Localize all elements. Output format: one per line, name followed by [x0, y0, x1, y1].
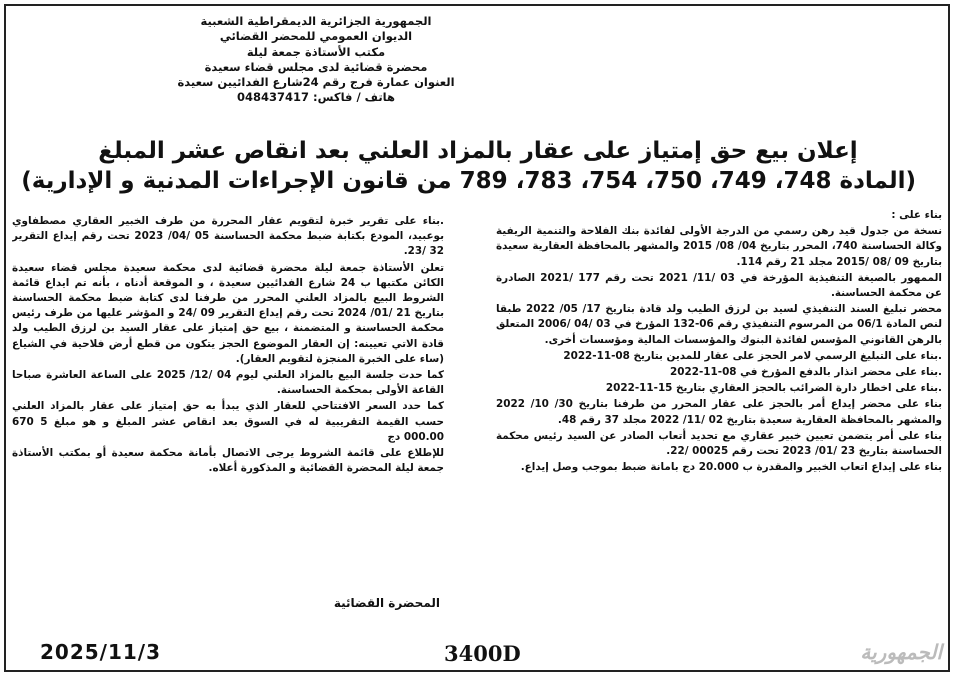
paragraph: نسخة من جدول قيد رهن رسمي من الدرجة الأولى لفائدة بنك الفلاحة والتنمية الريفية وكالة الحساسنة 740، المحرر بتاريخ 04/ 08/ 2015 والمشهر بالمحافظة العقارية سعيدة بتاريخ 09 /08 /2015 مجلد 21 رقم 114.	[496, 225, 942, 268]
left-column	[12, 214, 444, 626]
paragraph: بناء على إيداع اتعاب الخبير والمقدرة ب 20.000 دج بامانة ضبط بموجب وصل إيداع.	[520, 461, 942, 474]
paragraph: كما حدد السعر الافتتاحي للعقار الذي يبدأ به حق إمتياز على عقار بالمزاد العلني حسب القيمة التقريبية له في السوق بعد انقاص عشر المبلغ و هو مبلغ 5 670 000.00 دج	[12, 400, 444, 443]
header-line: الديوان العمومي للمحضر القضائي	[219, 29, 413, 44]
title-line-1: إعلان بيع حق إمتياز على عقار بالمزاد العلني بعد انقاص عشر المبلغ	[98, 138, 858, 164]
right-column	[496, 208, 942, 640]
signature: المحضرة القضائية	[333, 596, 440, 610]
title-line-2: (المادة 748، 749، 750، 754، 783، 789 من قانون الإجراءات المدنية و الإدارية)	[21, 168, 916, 194]
header-line: العنوان عمارة فرج رقم 24شارع الفدائيين سعيدة	[177, 75, 455, 90]
office-header	[106, 14, 526, 106]
announcement-title	[21, 136, 916, 196]
newspaper-logo: الجمهورية	[860, 640, 942, 664]
paragraph: الممهور بالصيغة التنفيذية المؤرخة في 03 /11/ 2021 تحت رقم 177 /2021 الصادرة عن محكمة الحساسنة.	[496, 271, 942, 300]
ad-code: 3400D	[444, 641, 521, 666]
paragraph: للإطلاع على قائمة الشروط يرجى الاتصال بأمانة محكمة سعيدة أو بمكتب الأستاذة جمعة ليلة المحضرة القضائية و المذكورة أعلاه.	[12, 447, 444, 475]
paragraph: بناء على أمر يتضمن تعيين خبير عقاري مع تحديد أتعاب الصادر عن السيد رئيس محكمة الحساسنة بتاريخ 23 /01/ 2023 تحت رقم 00025 /22.	[496, 429, 942, 458]
publication-date: 2025/11/3	[40, 640, 162, 664]
header-line: هاتف / فاكس: 048437417	[237, 90, 395, 105]
header-line: الجمهورية الجزائرية الديمقراطية الشعبية	[200, 14, 432, 28]
paragraph: محضر تبليغ السند التنفيذي لسيد بن لرزق الطيب ولد قادة بتاريخ 17/ 05/ 2022 طبقا لنص المادة 06/1 من المرسوم التنفيذي رقم 06-132 المؤرخ في 03 /04 /2006 المتعلق بالرهن القانوني المؤسس لفائدة البنوك والمؤسسات المالية ومؤسسات أخرى.	[496, 303, 942, 346]
paragraph: .بناء على التبليغ الرسمي لامر الحجز على عقار للمدين بتاريخ 08-11-2022	[563, 349, 942, 362]
paragraph: .بناء على محضر انذار بالدفع المؤرخ في 08-11-2022	[670, 366, 942, 379]
header-line: مكتب الأستاذة جمعة ليلة	[246, 44, 386, 59]
paragraph: كما حدت جلسة البيع بالمزاد العلني ليوم 04 /12/ 2025 على الساعة العاشرة صباحا القاعة الأولى بمحكمة الحساسنة.	[12, 369, 444, 397]
header-line: محضرة قضائية لدى مجلس قضاء سعيدة	[204, 59, 428, 74]
paragraph: .بناء على تقرير خبرة لتقويم عقار المحررة من طرف الخبير العقاري مصطفاوي بوعبيد، المودع بكتابة ضبط محكمة الحساسنة 05 /04/ 2023 تحت رقم إيداع التقرير 32 /23.	[12, 215, 444, 258]
paragraph: بناء على :	[891, 209, 942, 221]
paragraph: تعلن الأستاذة جمعة ليلة محضرة قضائية لدى محكمة سعيدة مجلس قضاء سعيدة الكائن مكتبها ب 24 شارع الفدائيين سعيدة ، و الموقعة أدناه ، بأنه تم ايداع قائمة الشروط البيع بالمزاد العلني المحرر من طرفنا لدى كتابة ضبط محكمة الحساسنة بتاريخ 21 /01/ 2024 تحت رقم إيداع التقرير 09 /24 و المؤشر عليها من طرف رئيس محكمة الحساسنة و المتضمنة ، بيع حق إمتياز على عقار السيد بن لرزق الطيب ولد قادة الاتي تعيينه: إن العقار الموضوع الحجز يتكون من قطع أرض فلاحية في الشياع (ساء على الخبرة المنجزة لتقويم العقار).	[12, 261, 444, 365]
paragraph: .بناء على اخطار دارة الضرائب بالحجز العقاري بتاريخ 15-11-2022	[605, 382, 942, 395]
paragraph: بناء على محضر إيداع أمر بالحجز على عقار المحرر من طرفنا بتاريخ 30/ 10/ 2022 والمشهر بالمحافظة العقارية سعيدة بتاريخ 02 /11/ 2022 مجلد 37 رقم 48.	[496, 398, 942, 426]
